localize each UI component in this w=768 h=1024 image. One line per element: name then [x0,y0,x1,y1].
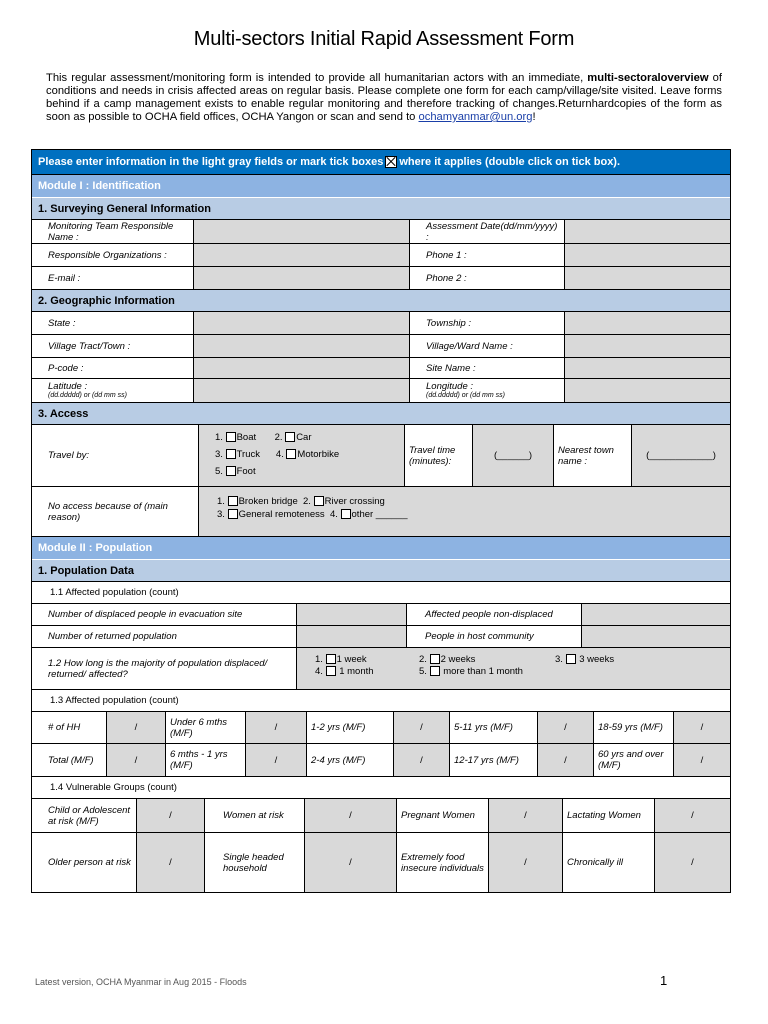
label-assessment-date: Assessment Date(dd/mm/yyyy) : [410,220,565,243]
three-weeks-checkbox[interactable] [566,654,576,664]
car-checkbox[interactable] [285,432,295,442]
label-60yrs: 60 yrs and over (M/F) [594,744,674,776]
label-12-17yrs: 12-17 yrs (M/F) [450,744,538,776]
section-surveying-general-info: 1. Surveying General Information [32,198,730,220]
food-insecure-field[interactable]: / [489,833,563,892]
pcode-field[interactable] [194,358,410,378]
two-weeks-checkbox[interactable] [430,654,440,664]
label-how-long: 1.2 How long is the majority of population displaced/ returned/ affected? [32,648,297,689]
label-18-59yrs: 18-59 yrs (M/F) [594,712,674,743]
label-displaced-evac: Number of displaced people in evacuation site [32,604,297,625]
email-link[interactable]: ochamyanmar@un.org [418,111,533,123]
label-team-name: Monitoring Team Responsible Name : [32,220,194,243]
remoteness-checkbox[interactable] [228,509,238,519]
section-geographic-info: 2. Geographic Information [32,290,730,312]
lactating-field[interactable]: / [655,799,730,832]
label-village-ward: Village/Ward Name : [410,335,565,357]
label-single-headed: Single headed household [205,833,305,892]
label-travel-time: Travel time (minutes): [405,425,473,486]
module-1-header: Module I : Identification [32,175,730,198]
label-food-insecure: Extremely food insecure individuals [397,833,489,892]
label-village-tract: Village Tract/Town : [32,335,194,357]
label-phone2: Phone 2 : [410,267,565,289]
label-under6: Under 6 mths (M/F) [166,712,246,743]
affected-nondisplaced-field[interactable] [582,604,730,625]
travel-time-field[interactable]: (______) [473,425,554,486]
label-latitude: Latitude : (dd.ddddd) or (dd mm ss) [32,379,194,402]
women-risk-field[interactable]: / [305,799,397,832]
phone2-field[interactable] [565,267,730,289]
label-pcode: P-code : [32,358,194,378]
affected-population-label-2: 1.3 Affected population (count) [32,690,730,712]
under6-field[interactable]: / [246,712,307,743]
nearest-town-field[interactable]: (____________) [632,425,730,486]
vulnerable-groups-label: 1.4 Vulnerable Groups (count) [32,777,730,799]
chronically-ill-field[interactable]: / [655,833,730,892]
18-59yrs-field[interactable]: / [674,712,730,743]
more-month-checkbox[interactable] [430,666,440,676]
river-crossing-checkbox[interactable] [314,496,324,506]
single-headed-field[interactable]: / [305,833,397,892]
village-ward-field[interactable] [565,335,730,357]
host-community-field[interactable] [582,626,730,647]
6m-1y-field[interactable]: / [246,744,307,776]
orgs-field[interactable] [194,244,410,266]
tick-box-example-icon [385,156,397,168]
section-population-data: 1. Population Data [32,560,730,582]
label-phone1: Phone 1 : [410,244,565,266]
label-email: E-mail : [32,267,194,289]
label-child-risk: Child or Adolescent at risk (M/F) [32,799,137,832]
pregnant-field[interactable]: / [489,799,563,832]
truck-checkbox[interactable] [226,449,236,459]
assessment-date-field[interactable] [565,220,730,243]
label-women-risk: Women at risk [205,799,305,832]
label-travel-by: Travel by: [32,425,199,486]
label-nearest-town: Nearest town name : [554,425,632,486]
no-access-options: 1. Broken bridge 2. River crossing 3. General remoteness 4. other ______ [199,487,730,536]
60yrs-field[interactable]: / [674,744,730,776]
affected-population-label: 1.1 Affected population (count) [32,582,730,604]
label-6m-1y: 6 mths - 1 yrs (M/F) [166,744,246,776]
latitude-field[interactable] [194,379,410,402]
foot-checkbox[interactable] [226,466,236,476]
boat-checkbox[interactable] [226,432,236,442]
how-long-options: 1. 1 week 2. 2 weeks 3. 3 weeks 4. 1 month 5. more than 1 month [297,648,730,689]
phone1-field[interactable] [565,244,730,266]
instruction-bar: Please enter information in the light gray fields or mark tick boxes where it applies (double click on tick box). [32,150,730,175]
label-2-4yrs: 2-4 yrs (M/F) [307,744,394,776]
label-affected-nondisplaced: Affected people non-displaced [407,604,582,625]
label-site-name: Site Name : [410,358,565,378]
site-name-field[interactable] [565,358,730,378]
returned-field[interactable] [297,626,407,647]
child-risk-field[interactable]: / [137,799,205,832]
label-host-community: People in host community [407,626,582,647]
older-risk-field[interactable]: / [137,833,205,892]
team-name-field[interactable] [194,220,410,243]
hh-field[interactable]: / [107,712,166,743]
footer-note: Latest version, OCHA Myanmar in Aug 2015 - Floods [35,977,247,987]
label-1-2yrs: 1-2 yrs (M/F) [307,712,394,743]
label-chronically-ill: Chronically ill [563,833,655,892]
label-orgs: Responsible Organizations : [32,244,194,266]
12-17yrs-field[interactable]: / [538,744,594,776]
label-township: Township : [410,312,565,334]
longitude-field[interactable] [565,379,730,402]
page-title: Multi-sectors Initial Rapid Assessment Form [193,28,575,50]
total-field[interactable]: / [107,744,166,776]
label-older-risk: Older person at risk [32,833,137,892]
state-field[interactable] [194,312,410,334]
label-returned: Number of returned population [32,626,297,647]
5-11yrs-field[interactable]: / [538,712,594,743]
label-pregnant: Pregnant Women [397,799,489,832]
motorbike-checkbox[interactable] [286,449,296,459]
label-longitude: Longitude : (dd.ddddd) or (dd mm ss) [410,379,565,402]
section-access: 3. Access [32,403,730,425]
label-5-11yrs: 5-11 yrs (M/F) [450,712,538,743]
email-field[interactable] [194,267,410,289]
assessment-form [31,149,731,893]
intro-paragraph: This regular assessment/monitoring form is intended to provide all humanitarian actors with an immediate, multi-sectoraloverview of conditions and needs in crisis affected areas on regular basis. Please complete one form for each camp/village/site visited. Leave forms behind if a camp management exists to enable regular monitoring and therefore tracking of changes.Returnhardcopies of the form as soon as possible to OCHA field offices, OCHA Yangon or scan and send to ochamyanmar@un.org! [46,72,722,123]
travel-by-options: 1. Boat 2. Car 3. Truck 4. Motorbike 5. Foot [199,425,405,486]
module-2-header: Module II : Population [32,537,730,560]
2-4yrs-field[interactable]: / [394,744,450,776]
other-checkbox[interactable] [341,509,351,519]
1-2yrs-field[interactable]: / [394,712,450,743]
label-hh: # of HH [32,712,107,743]
label-lactating: Lactating Women [563,799,655,832]
broken-bridge-checkbox[interactable] [228,496,238,506]
one-month-checkbox[interactable] [326,666,336,676]
label-state: State : [32,312,194,334]
label-total: Total (M/F) [32,744,107,776]
page-number: 1 [660,973,668,988]
one-week-checkbox[interactable] [326,654,336,664]
village-tract-field[interactable] [194,335,410,357]
township-field[interactable] [565,312,730,334]
displaced-evac-field[interactable] [297,604,407,625]
label-no-access: No access because of (main reason) [32,487,199,536]
